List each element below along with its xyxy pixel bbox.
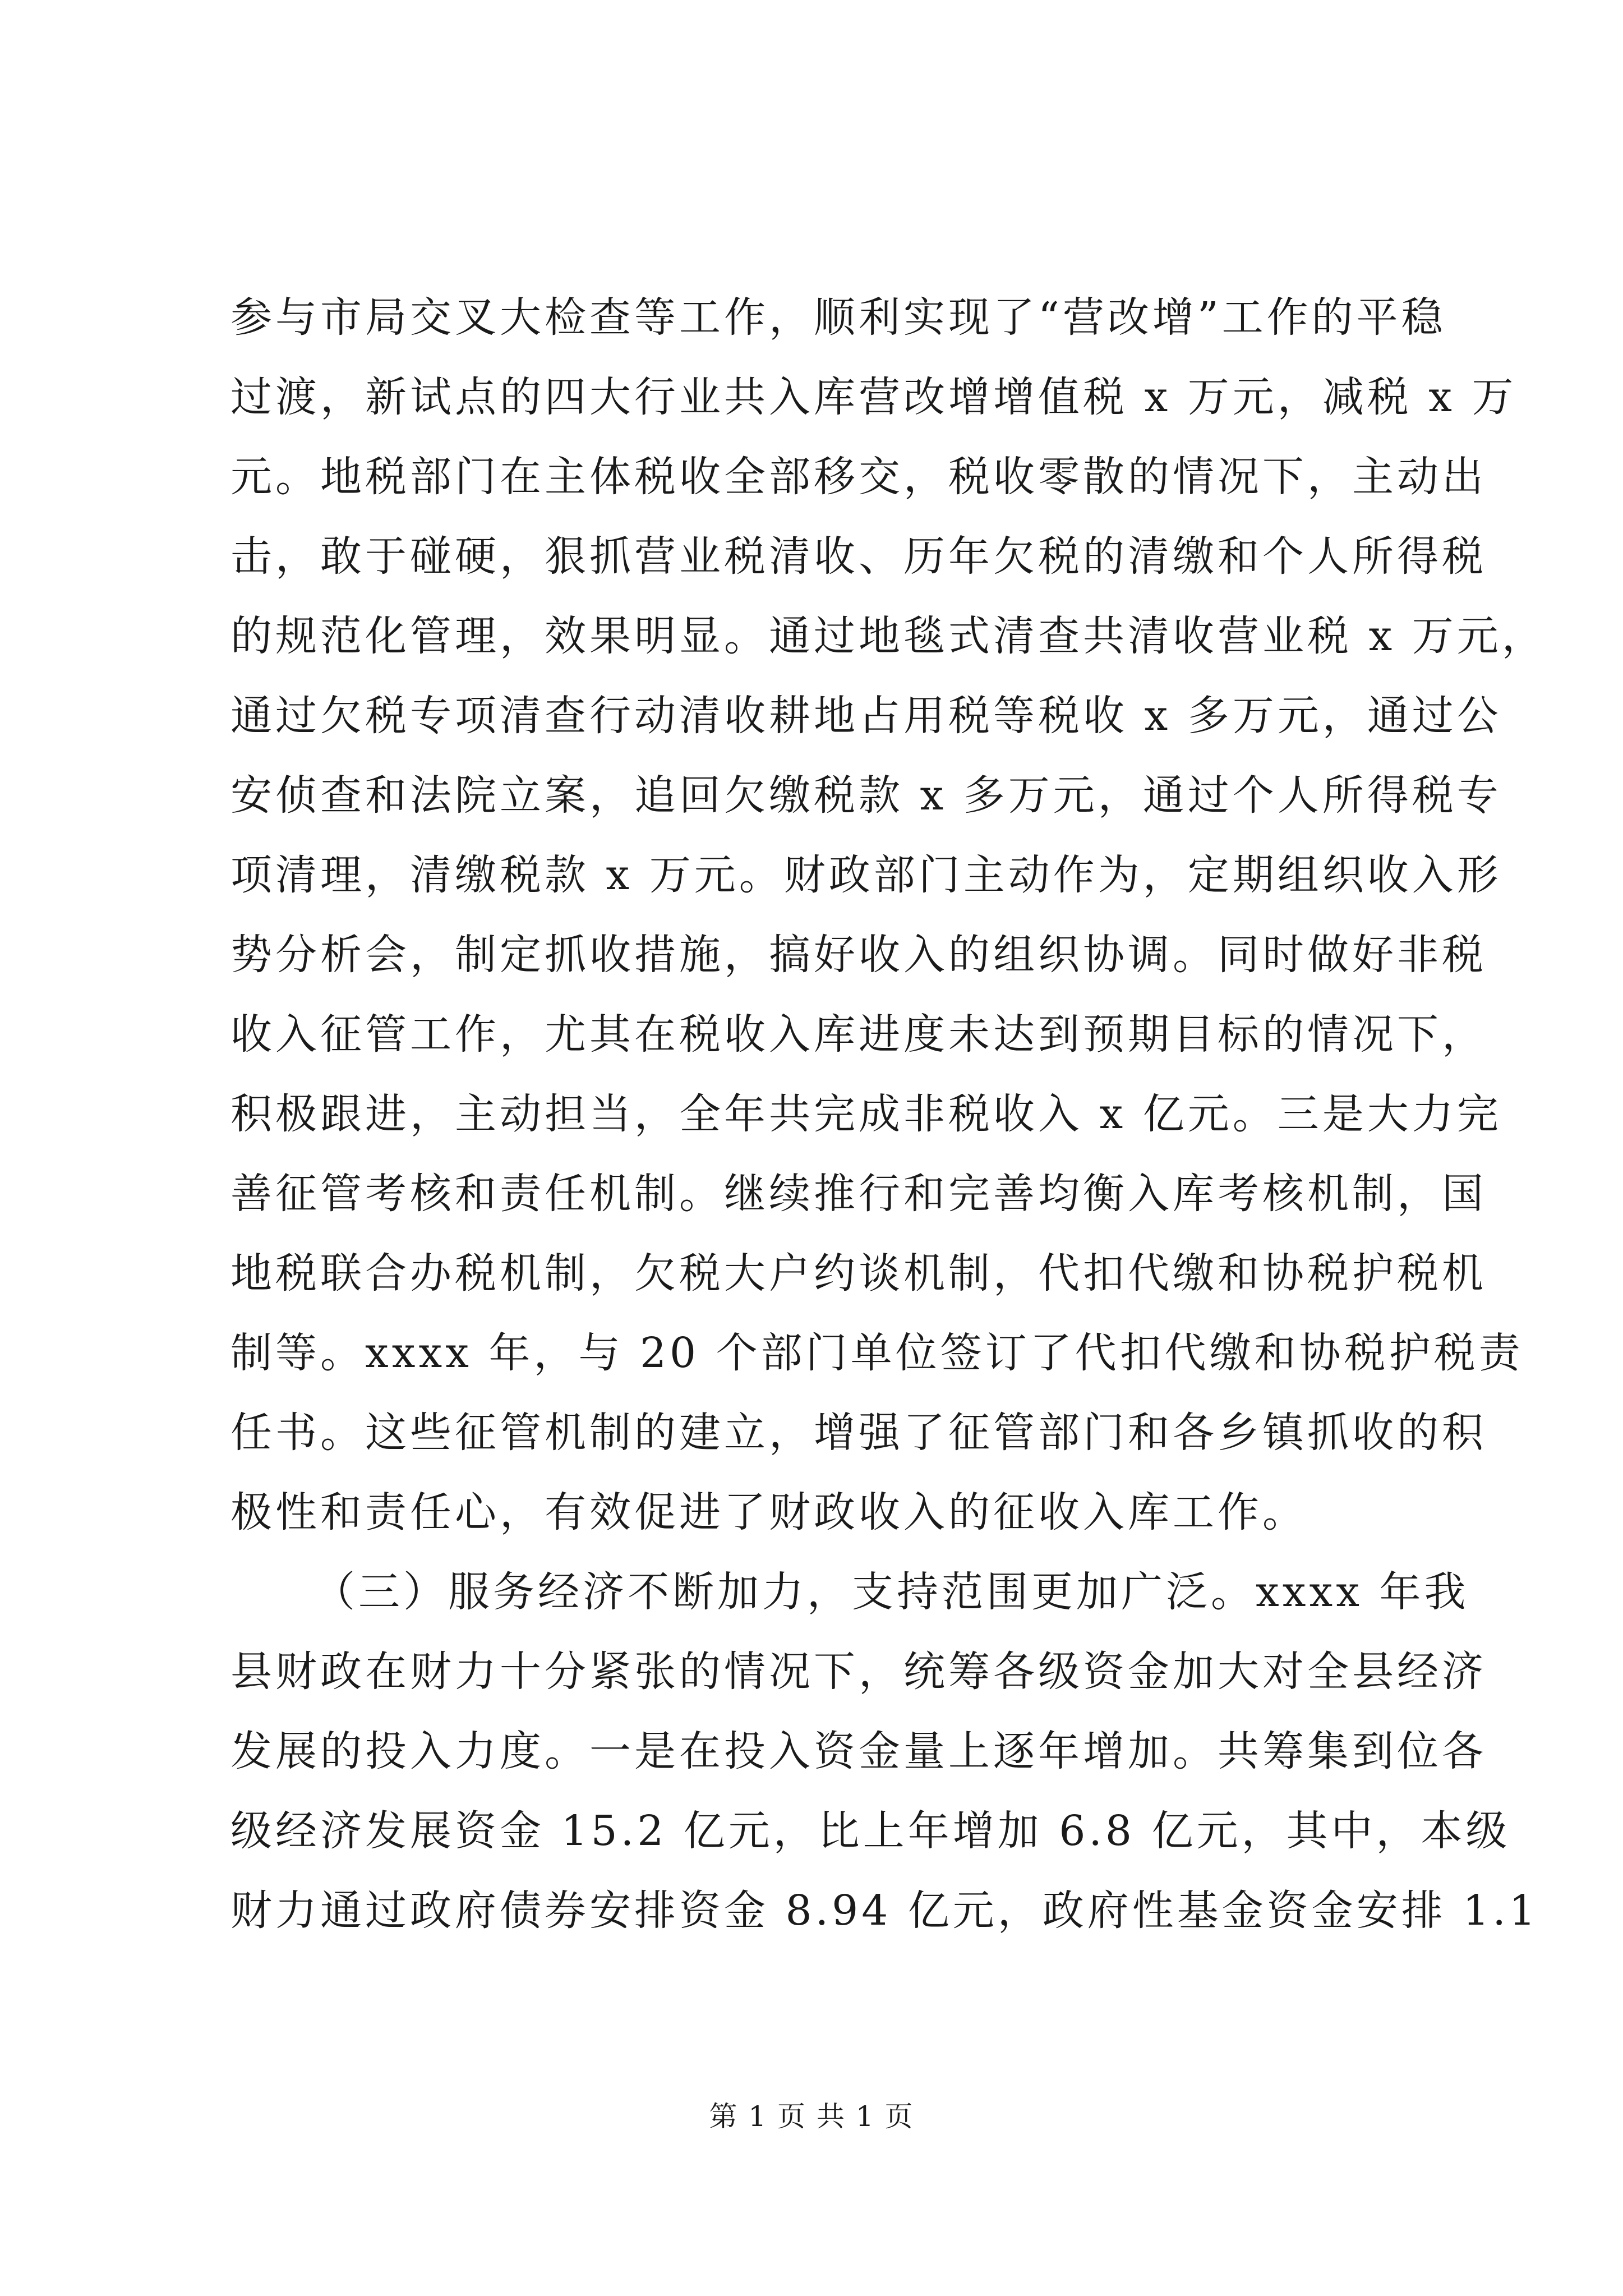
- text-line: 地税联合办税机制，欠税大户约谈机制，代扣代缴和协税护税机: [230, 1249, 1487, 1297]
- text-line: 级经济发展资金 15.2 亿元，比上年增加 6.8 亿元，其中，本级: [230, 1807, 1511, 1855]
- text-line: 参与市局交叉大检查等工作，顺利实现了“营改增”工作的平稳: [230, 293, 1446, 342]
- text-line: 击，敢于碰硬，狠抓营业税清收、历年欠税的清缴和个人所得税: [230, 532, 1487, 581]
- text-line: 善征管考核和责任机制。继续推行和完善均衡入库考核机制，国: [230, 1170, 1487, 1218]
- text-line: 县财政在财力十分紧张的情况下，统筹各级资金加大对全县经济: [230, 1648, 1487, 1696]
- text-line: 积极跟进，主动担当，全年共完成非税收入 x 亿元。三是大力完: [230, 1090, 1502, 1138]
- text-line: 通过欠税专项清查行动清收耕地占用税等税收 x 多万元，通过公: [230, 692, 1502, 740]
- text-line: 元。地税部门在主体税收全部移交，税收零散的情况下，主动出: [230, 453, 1487, 501]
- text-line: 安侦查和法院立案，追回欠缴税款 x 多万元，通过个人所得税专: [230, 771, 1502, 820]
- text-line: 财力通过政府债券安排资金 8.94 亿元，政府性基金资金安排 1.1: [230, 1887, 1539, 1935]
- text-line: 发展的投入力度。一是在投入资金量上逐年增加。共筹集到位各: [230, 1727, 1487, 1775]
- section-heading-line: （三）服务经济不断加力，支持范围更加广泛。xxxx 年我: [313, 1568, 1469, 1616]
- text-line: 收入征管工作，尤其在税收入库进度未达到预期目标的情况下，: [230, 1010, 1487, 1059]
- page-number-footer: 第 1 页 共 1 页: [709, 2100, 914, 2133]
- text-line: 项清理，清缴税款 x 万元。财政部门主动作为，定期组织收入形: [230, 851, 1502, 899]
- text-line: 任书。这些征管机制的建立，增强了征管部门和各乡镇抓收的积: [230, 1409, 1487, 1457]
- text-line: 过渡，新试点的四大行业共入库营改增增值税 x 万元，减税 x 万: [230, 373, 1517, 421]
- text-line: 势分析会，制定抓收措施，搞好收入的组织协调。同时做好非税: [230, 931, 1487, 979]
- text-line: 制等。xxxx 年，与 20 个部门单位签订了代扣代缴和协税护税责: [230, 1329, 1524, 1377]
- text-line: 极性和责任心，有效促进了财政收入的征收入库工作。: [230, 1488, 1307, 1536]
- text-line: 的规范化管理，效果明显。通过地毯式清查共清收营业税 x 万元，: [230, 612, 1547, 660]
